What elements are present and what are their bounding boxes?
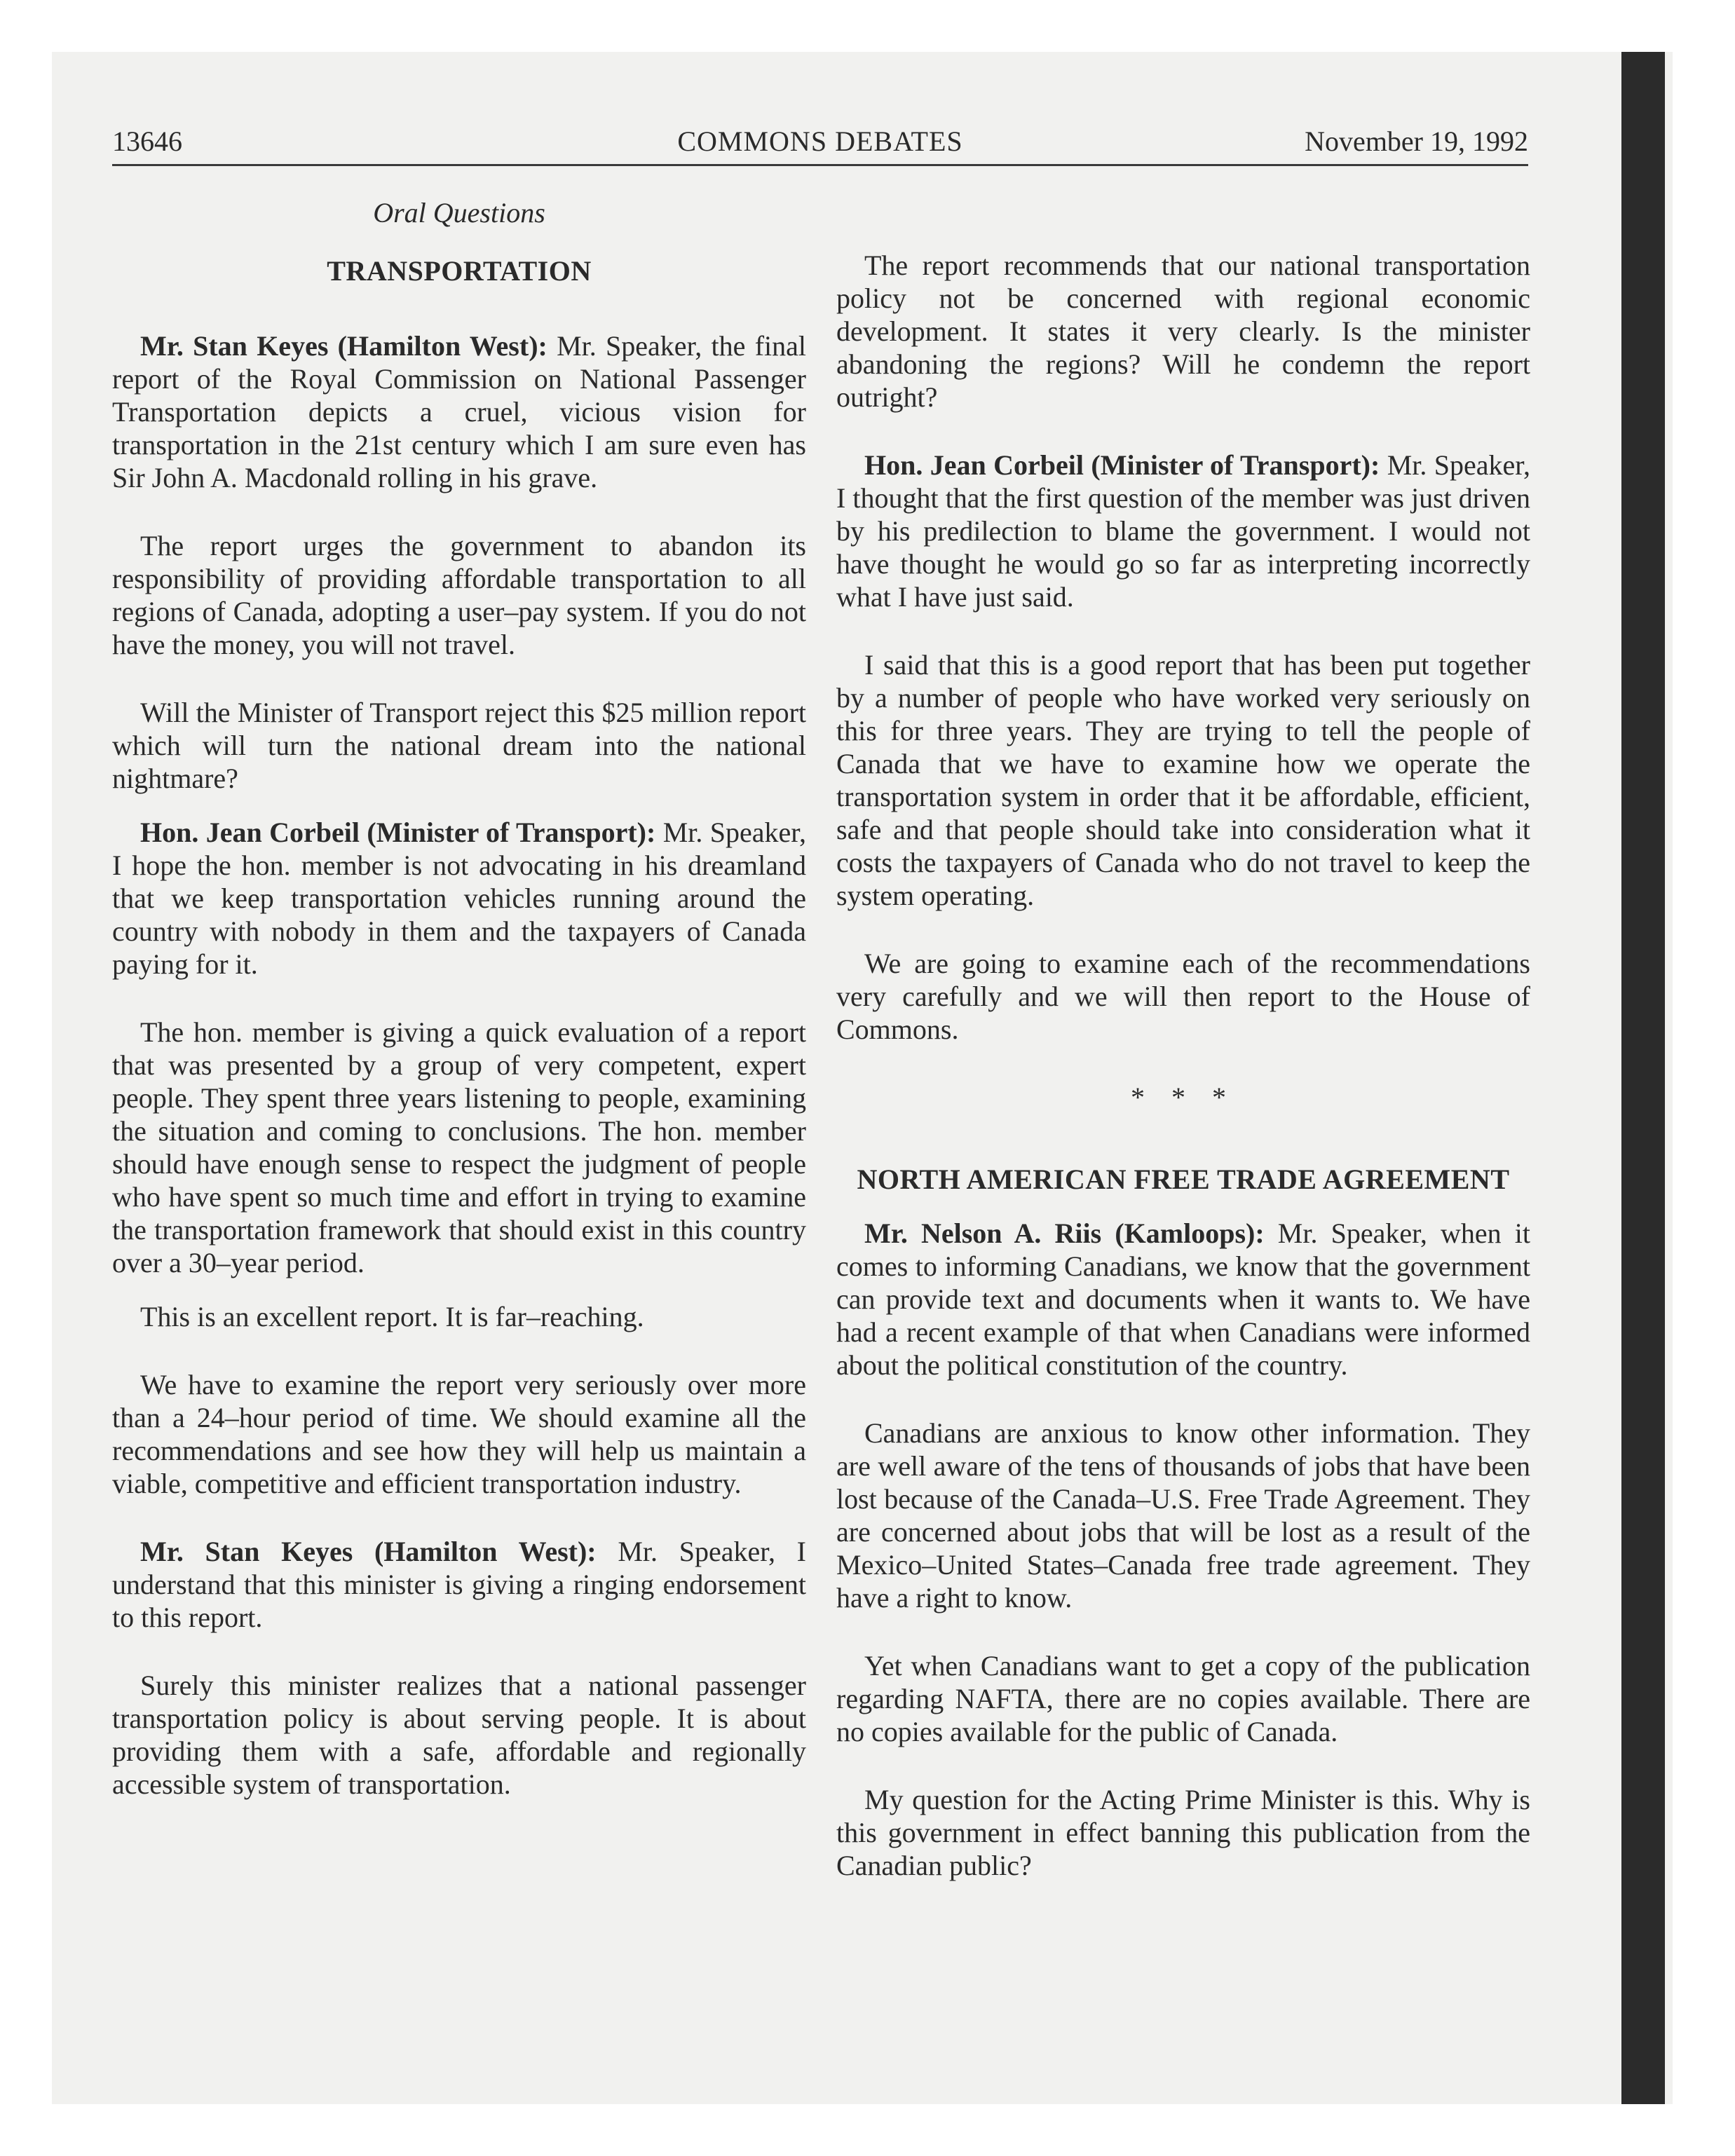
paragraph xyxy=(836,449,1530,613)
publication-date: November 19, 1992 xyxy=(1305,125,1528,157)
section-heading: NORTH AMERICAN FREE TRADE AGREEMENT xyxy=(857,1164,1510,1195)
page-header xyxy=(112,119,1528,161)
speech-text: Mr. Speaker, I understand that this minister is giving a ringing endorsement to this report. xyxy=(112,1536,806,1633)
paragraph: This is an excellent report. It is far–reaching. xyxy=(140,1301,644,1332)
section-separator: * * * xyxy=(1131,1082,1236,1113)
paragraph xyxy=(112,329,806,494)
speech-text: Mr. Speaker, the final report of the Royal Commission on National Passenger Transportation depicts a cruel, vicious vision for transportation in the 21st century which I am sure even has Sir John A. Macdonald rolling in his grave. xyxy=(112,330,806,493)
paragraph: We have to examine the report very seriously over more than a 24–hour period of time. We should examine all the recommendations and see how they will help us maintain a viable, competitive and efficient transportation industry. xyxy=(112,1369,806,1499)
speaker-name: Mr. Stan Keyes (Hamilton West): xyxy=(140,1536,597,1567)
paragraph: The report urges the government to abandon its responsibility of providing affordable transportation to all regions of Canada, adopting a user–pay system. If you do not have the money, you will not travel. xyxy=(112,530,806,660)
speaker-name: Mr. Nelson A. Riis (Kamloops): xyxy=(864,1217,1265,1249)
speaker-name: Hon. Jean Corbeil (Minister of Transport): xyxy=(864,449,1380,481)
paragraph xyxy=(112,816,806,981)
paragraph: My question for the Acting Prime Minister is this. Why is this government in effect banning this publication from the Canadian public? xyxy=(836,1784,1530,1881)
header-rule xyxy=(112,164,1528,166)
paragraph: The hon. member is giving a quick evaluation of a report that was presented by a group of very competent, expert people. They spent three years listening to people, examining the situation and coming to conclusions. The hon. member should have enough sense to respect the judgment of people who have spent so much time and effort in trying to examine the transportation framework that should exist in this country over a 30–year period. xyxy=(112,1016,806,1278)
subhead: Oral Questions xyxy=(373,197,545,228)
paragraph xyxy=(112,1535,806,1634)
speech-text: Mr. Speaker, when it comes to informing Canadians, we know that the government can provide text and documents when it wants to. We have had a recent example of that when Canadians were informed about the political constitution of the country. xyxy=(836,1217,1530,1381)
paragraph: I said that this is a good report that has been put together by a number of people who have worked very seriously on this for three years. They are trying to tell the people of Canada that we have to examine how we operate the transportation system in order that it be affordable, efficient, safe and that people should take into consideration what it costs the taxpayers of Canada who do not travel to keep the system operating. xyxy=(836,649,1530,911)
paragraph xyxy=(836,1217,1530,1381)
section-heading: TRANSPORTATION xyxy=(327,255,592,287)
paragraph: Canadians are anxious to know other information. They are well aware of the tens of thousands of jobs that have been lost because of the Canada–U.S. Free Trade Agreement. They are concerned about jobs that will be lost as a result of the Mexico–United States–Canada free trade agreement. They have a right to know. xyxy=(836,1417,1530,1613)
paragraph: Surely this minister realizes that a national passenger transportation policy is about serving people. It is about providing them with a safe, affordable and regionally accessible system of transportation. xyxy=(112,1670,806,1800)
paragraph: The report recommends that our national transportation policy not be concerned with regional economic development. It states it very clearly. Is the minister abandoning the regions? Will he condemn the report outright? xyxy=(836,250,1530,413)
speaker-name: Mr. Stan Keyes (Hamilton West): xyxy=(140,330,547,362)
paragraph: Yet when Canadians want to get a copy of the publication regarding NAFTA, there are no copies available. There are no copies available for the public of Canada. xyxy=(836,1650,1530,1747)
paragraph: Will the Minister of Transport reject this $25 million report which will turn the national dream into the national nightmare? xyxy=(112,697,806,794)
speech-text: Mr. Speaker, I thought that the first question of the member was just driven by his predilection to blame the government. I would not have thought he would go so far as interpreting incorrectly what I have just said. xyxy=(836,449,1531,613)
speaker-name: Hon. Jean Corbeil (Minister of Transport): xyxy=(140,817,656,848)
right-column xyxy=(836,249,1530,1917)
speech-text: Mr. Speaker, I hope the hon. member is not advocating in his dreamland that we keep transportation vehicles running around the country with nobody in them and the taxpayers of Canada paying for it. xyxy=(112,817,807,980)
left-column xyxy=(112,196,806,1836)
paragraph: We are going to examine each of the recommendations very carefully and we will then report to the House of Commons. xyxy=(836,948,1530,1045)
scan-edge xyxy=(1621,52,1665,2104)
page-number: 13646 xyxy=(112,125,182,157)
publication-title: COMMONS DEBATES xyxy=(677,125,963,157)
